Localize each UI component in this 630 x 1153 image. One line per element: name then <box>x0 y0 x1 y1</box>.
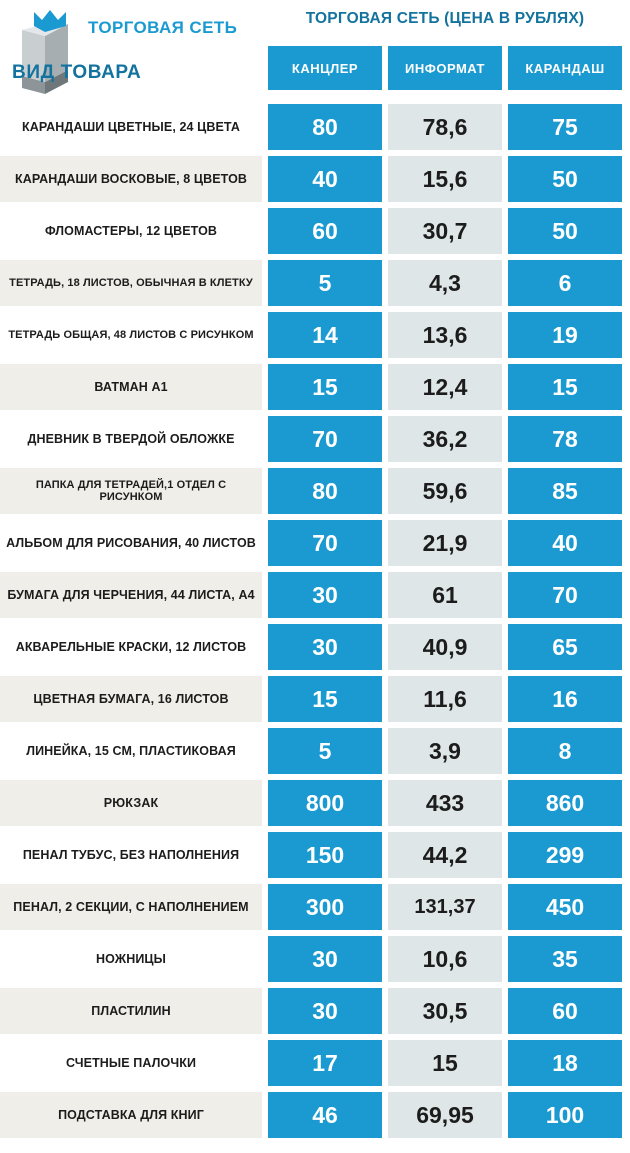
row-label: ПЕНАЛ ТУБУС, БЕЗ НАПОЛНЕНИЯ <box>0 832 262 878</box>
cell-karandash: 100 <box>508 1092 622 1138</box>
cell-karandash: 50 <box>508 208 622 254</box>
cell-karandash: 8 <box>508 728 622 774</box>
table-row <box>0 208 622 254</box>
row-label: АЛЬБОМ ДЛЯ РИСОВАНИЯ, 40 ЛИСТОВ <box>0 520 262 566</box>
cell-informat: 40,9 <box>388 624 502 670</box>
row-label: ПОДСТАВКА ДЛЯ КНИГ <box>0 1092 262 1138</box>
table-row <box>0 936 622 982</box>
cell-informat: 21,9 <box>388 520 502 566</box>
row-label: ДНЕВНИК В ТВЕРДОЙ ОБЛОЖКЕ <box>0 416 262 462</box>
row-label: ЦВЕТНАЯ БУМАГА, 16 ЛИСТОВ <box>0 676 262 722</box>
row-label: ПЕНАЛ, 2 СЕКЦИИ, С НАПОЛНЕНИЕМ <box>0 884 262 930</box>
cell-karandash: 50 <box>508 156 622 202</box>
cell-karandash: 85 <box>508 468 622 514</box>
cell-karandash: 860 <box>508 780 622 826</box>
table-row <box>0 624 622 670</box>
cell-kanzler: 60 <box>268 208 382 254</box>
table-row <box>0 156 622 202</box>
cell-kanzler: 5 <box>268 728 382 774</box>
table-row <box>0 676 622 722</box>
cell-informat: 3,9 <box>388 728 502 774</box>
cell-karandash: 60 <box>508 988 622 1034</box>
column-headers <box>268 46 630 90</box>
cell-karandash: 299 <box>508 832 622 878</box>
cell-karandash: 6 <box>508 260 622 306</box>
cell-kanzler: 17 <box>268 1040 382 1086</box>
table-row <box>0 572 622 618</box>
table-row <box>0 884 622 930</box>
table-row <box>0 988 622 1034</box>
cell-informat: 15,6 <box>388 156 502 202</box>
column-header-informat: ИНФОРМАТ <box>388 46 502 90</box>
row-label: ПЛАСТИЛИН <box>0 988 262 1034</box>
cell-kanzler: 30 <box>268 624 382 670</box>
cell-informat: 433 <box>388 780 502 826</box>
cell-informat: 61 <box>388 572 502 618</box>
row-label: ПАПКА ДЛЯ ТЕТРАДЕЙ,1 ОТДЕЛ С РИСУНКОМ <box>0 468 262 514</box>
row-label: КАРАНДАШИ ЦВЕТНЫЕ, 24 ЦВЕТА <box>0 104 262 150</box>
cell-karandash: 65 <box>508 624 622 670</box>
table-row <box>0 520 622 566</box>
column-header-karandash: КАРАНДАШ <box>508 46 622 90</box>
cell-kanzler: 14 <box>268 312 382 358</box>
cell-kanzler: 30 <box>268 572 382 618</box>
cell-informat: 11,6 <box>388 676 502 722</box>
cell-kanzler: 30 <box>268 988 382 1034</box>
cell-karandash: 16 <box>508 676 622 722</box>
cell-kanzler: 15 <box>268 364 382 410</box>
row-label: БУМАГА ДЛЯ ЧЕРЧЕНИЯ, 44 ЛИСТА, А4 <box>0 572 262 618</box>
cell-karandash: 19 <box>508 312 622 358</box>
cell-karandash: 450 <box>508 884 622 930</box>
cell-informat: 12,4 <box>388 364 502 410</box>
table-row <box>0 780 622 826</box>
cell-kanzler: 300 <box>268 884 382 930</box>
cell-informat: 13,6 <box>388 312 502 358</box>
cell-karandash: 40 <box>508 520 622 566</box>
cell-informat: 131,37 <box>388 884 502 930</box>
table-row <box>0 312 622 358</box>
cell-karandash: 70 <box>508 572 622 618</box>
cell-karandash: 75 <box>508 104 622 150</box>
cell-kanzler: 80 <box>268 468 382 514</box>
cell-informat: 36,2 <box>388 416 502 462</box>
table-body <box>0 104 630 1152</box>
row-label: СЧЕТНЫЕ ПАЛОЧКИ <box>0 1040 262 1086</box>
row-label: ЛИНЕЙКА, 15 СМ, ПЛАСТИКОВАЯ <box>0 728 262 774</box>
cell-informat: 30,5 <box>388 988 502 1034</box>
table-row <box>0 1040 622 1086</box>
header-right <box>268 0 630 104</box>
cell-karandash: 78 <box>508 416 622 462</box>
cell-karandash: 35 <box>508 936 622 982</box>
column-header-kanzler: КАНЦЛЕР <box>268 46 382 90</box>
cell-informat: 78,6 <box>388 104 502 150</box>
row-label: НОЖНИЦЫ <box>0 936 262 982</box>
cell-karandash: 15 <box>508 364 622 410</box>
chart-title: ТОРГОВАЯ СЕТЬ (ЦЕНА В РУБЛЯХ) <box>305 10 585 27</box>
table-row <box>0 728 622 774</box>
cell-kanzler: 80 <box>268 104 382 150</box>
cell-informat: 4,3 <box>388 260 502 306</box>
cell-kanzler: 40 <box>268 156 382 202</box>
table-header <box>0 0 630 104</box>
row-header-label: ВИД ТОВАРА <box>12 62 142 83</box>
cell-informat: 30,7 <box>388 208 502 254</box>
brand-block <box>0 0 268 104</box>
cell-kanzler: 70 <box>268 416 382 462</box>
cell-karandash: 18 <box>508 1040 622 1086</box>
row-label: ТЕТРАДЬ, 18 ЛИСТОВ, ОБЫЧНАЯ В КЛЕТКУ <box>0 260 262 306</box>
cell-kanzler: 150 <box>268 832 382 878</box>
cell-kanzler: 15 <box>268 676 382 722</box>
cell-informat: 59,6 <box>388 468 502 514</box>
row-label: РЮКЗАК <box>0 780 262 826</box>
table-row <box>0 104 622 150</box>
table-row <box>0 416 622 462</box>
row-label: ВАТМАН А1 <box>0 364 262 410</box>
row-label: АКВАРЕЛЬНЫЕ КРАСКИ, 12 ЛИСТОВ <box>0 624 262 670</box>
table-row <box>0 1092 622 1138</box>
cell-informat: 44,2 <box>388 832 502 878</box>
cell-kanzler: 5 <box>268 260 382 306</box>
row-label: ФЛОМАСТЕРЫ, 12 ЦВЕТОВ <box>0 208 262 254</box>
cell-kanzler: 800 <box>268 780 382 826</box>
table-row <box>0 364 622 410</box>
row-label: КАРАНДАШИ ВОСКОВЫЕ, 8 ЦВЕТОВ <box>0 156 262 202</box>
brand-title: ТОРГОВАЯ СЕТЬ <box>88 18 238 37</box>
cell-kanzler: 46 <box>268 1092 382 1138</box>
table-row <box>0 832 622 878</box>
cell-kanzler: 30 <box>268 936 382 982</box>
table-row <box>0 260 622 306</box>
cell-informat: 15 <box>388 1040 502 1086</box>
row-label: ТЕТРАДЬ ОБЩАЯ, 48 ЛИСТОВ С РИСУНКОМ <box>0 312 262 358</box>
cell-kanzler: 70 <box>268 520 382 566</box>
cell-informat: 10,6 <box>388 936 502 982</box>
cell-informat: 69,95 <box>388 1092 502 1138</box>
table-row <box>0 468 622 514</box>
